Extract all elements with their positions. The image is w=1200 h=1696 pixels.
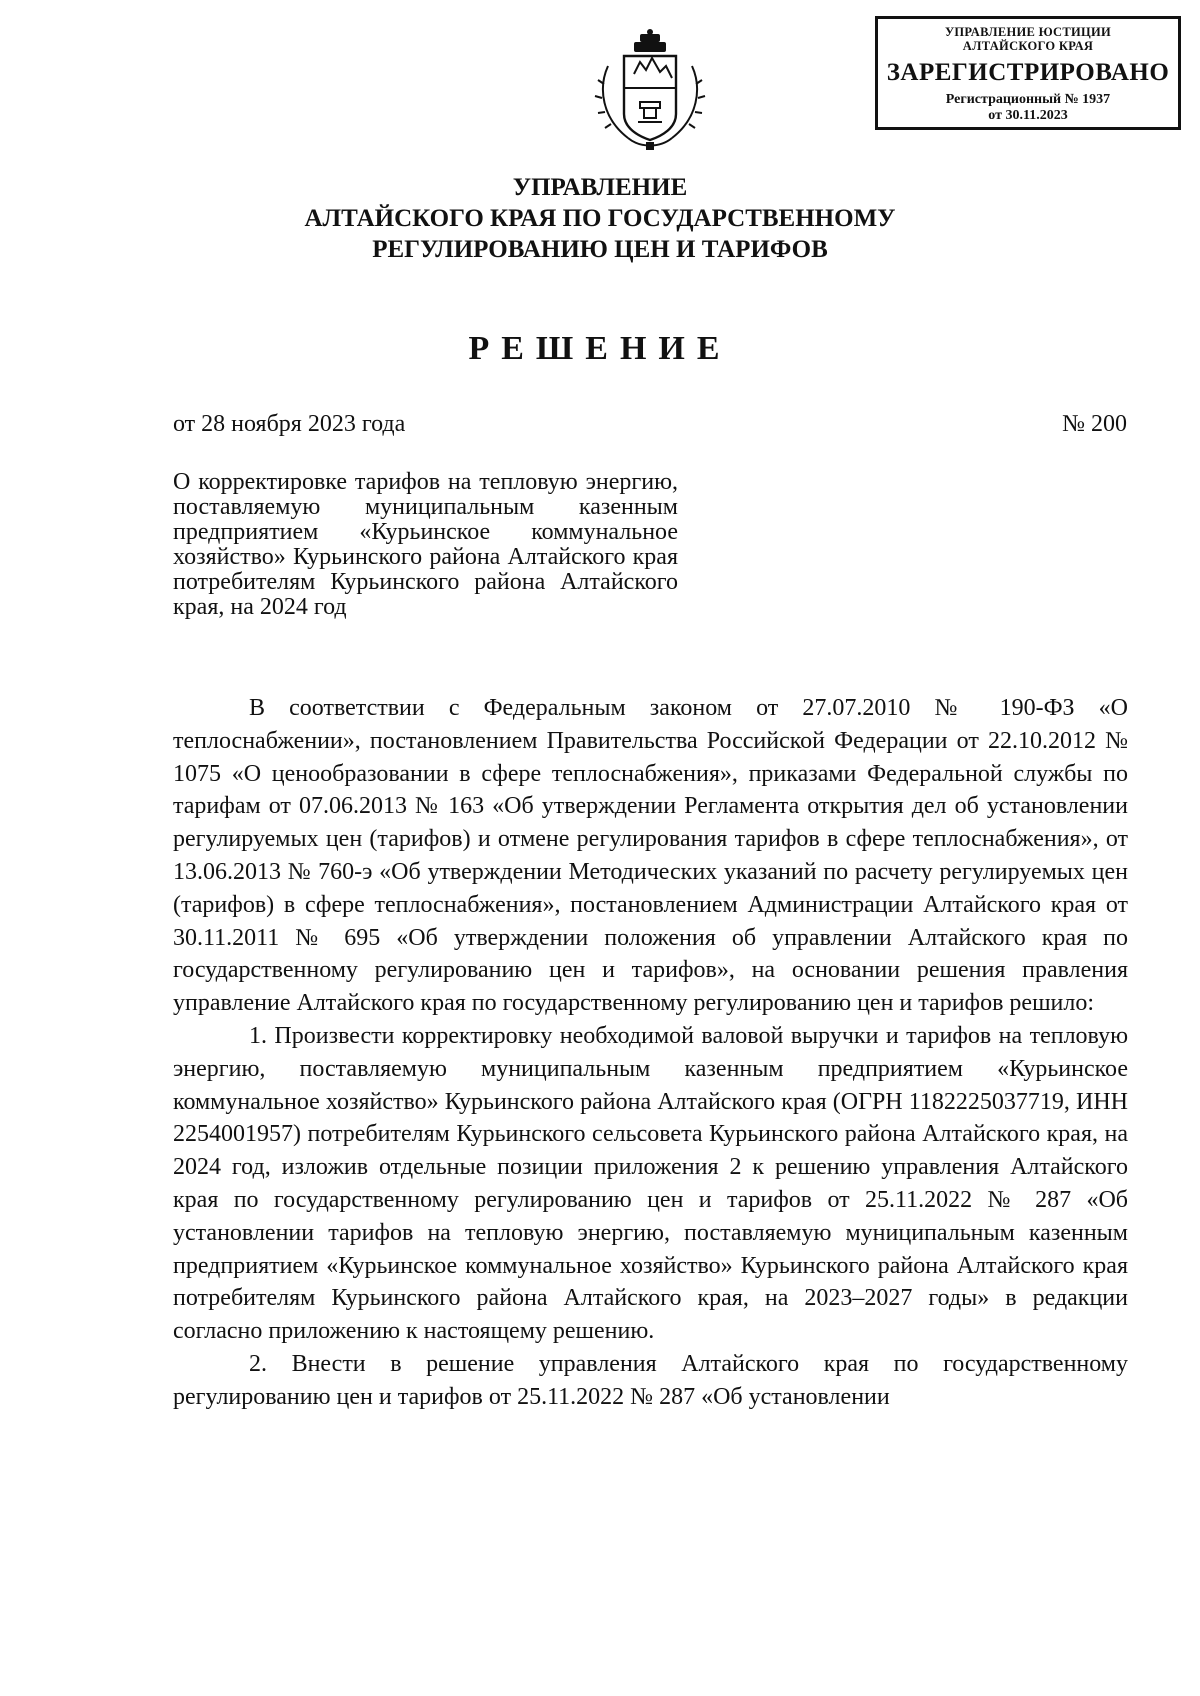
stamp-status: ЗАРЕГИСТРИРОВАНО — [886, 59, 1170, 86]
stamp-reg-date: от 30.11.2023 — [988, 108, 1068, 123]
document-number: № 200 — [1062, 411, 1127, 437]
authority-line3: РЕГУЛИРОВАНИЮ ЦЕН И ТАРИФОВ — [372, 236, 828, 263]
authority-line2: АЛТАЙСКОГО КРАЯ ПО ГОСУДАРСТВЕННОМУ — [304, 205, 896, 232]
document-subject: О корректировке тарифов на тепловую энергию, поставляемую муниципальным казенным предприятием «Курьинское коммунальное хозяйство» Курьинского района Алтайского края потребителям Курьинского района Алтайского края, на 2024 год — [173, 469, 678, 620]
stamp-org-line1: УПРАВЛЕНИЕ ЮСТИЦИИ — [944, 25, 1112, 39]
stamp-org-line2: АЛТАЙСКОГО КРАЯ — [962, 39, 1094, 53]
document-body — [173, 692, 1128, 1414]
registration-stamp — [875, 16, 1181, 130]
coat-of-arms-emblem — [590, 26, 710, 154]
item-1-paragraph: 1. Произвести корректировку необходимой валовой выручки и тарифов на тепловую энергию, поставляемую муниципальным казенным предприятием «Курьинское коммунальное хозяйство» Курьинского района Алтайского края (ОГРН 1182225037719, ИНН 2254001957) потребителям Курьинского сельсовета Курьинского района Алтайского края, на 2024 год, изложив отдельные позиции приложения 2 к решению управления Алтайского края по государственному регулированию цен и тарифов от 25.11.2022 № 287 «Об установлении тарифов на тепловую энергию, поставляемую муниципальным казенным предприятием «Курьинское коммунальное хозяйство» Курьинского района Алтайского края потребителям Курьинского района Алтайского края, на 2023–2027 годы» в редакции согласно приложению к настоящему решению. — [173, 1022, 1128, 1345]
document-type-title: РЕШЕНИЕ — [468, 330, 732, 367]
stamp-reg-number: Регистрационный № 1937 — [945, 92, 1111, 107]
issuing-authority — [0, 172, 1200, 265]
preamble-paragraph: В соответствии с Федеральным законом от 27.07.2010 № 190-ФЗ «О теплоснабжении», постановлением Правительства Российской Федерации от 22.10.2012 № 1075 «О ценообразовании в сфере теплоснабжения», приказами Федеральной службы по тарифам от 07.06.2013 № 163 «Об утверждении Регламента открытия дел об установлении регулируемых цен (тарифов) и отмене регулирования тарифов в сфере теплоснабжения», от 13.06.2013 № 760-э «Об утверждении Методических указаний по расчету регулируемых цен (тарифов) в сфере теплоснабжения», постановлением Администрации Алтайского края от 30.11.2011 № 695 «Об утверждении положения об управлении Алтайского края по государственному регулированию цен и тарифов», на основании решения правления управление Алтайского края по государственному регулированию цен и тарифов решило: — [173, 695, 1128, 1017]
item-2-paragraph: 2. Внести в решение управления Алтайского края по государственному регулированию цен и тарифов от 25.11.2022 № 287 «Об установлении — [173, 1350, 1128, 1410]
authority-line1: УПРАВЛЕНИЕ — [512, 174, 688, 201]
document-date: от 28 ноября 2023 года — [173, 411, 406, 437]
